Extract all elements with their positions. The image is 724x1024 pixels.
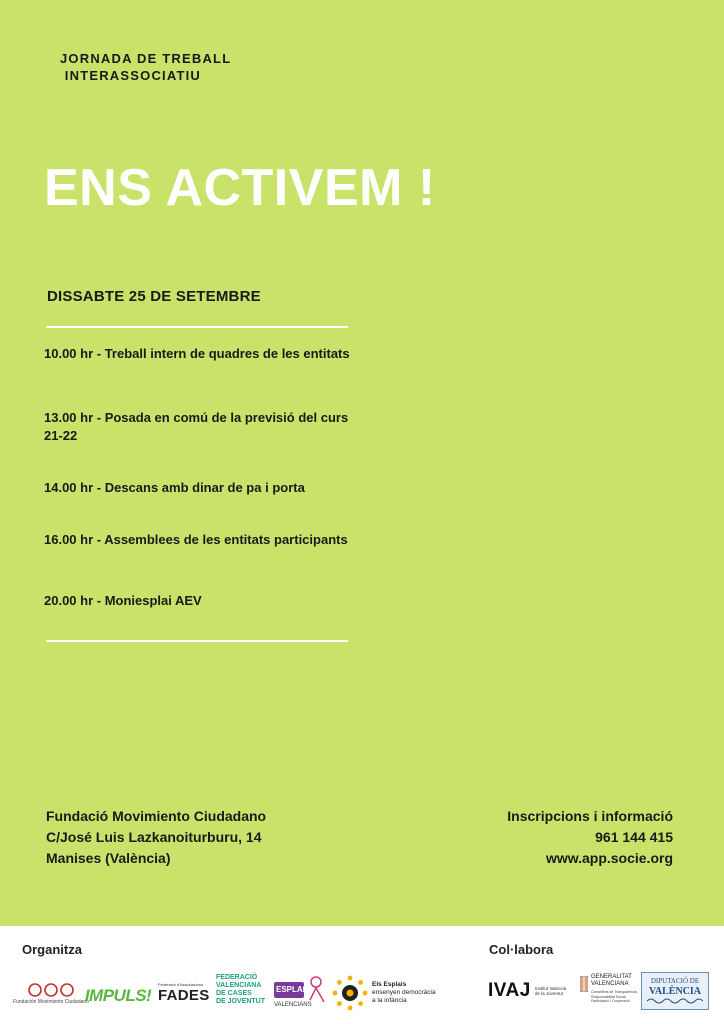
divider-bottom — [46, 640, 348, 642]
kicker-line-2: INTERASSOCIATIU — [60, 68, 202, 83]
generalitat-sub-line: Conselleria de Transparència, — [591, 990, 638, 994]
impuls-logo-text: IMPULS! — [84, 986, 152, 1005]
event-kicker — [60, 50, 231, 84]
diputacio-logo — [641, 972, 709, 1010]
schedule-item: 14.00 hr - Descans amb dinar de pa i porta — [44, 480, 305, 495]
registration-label: Inscripcions i informació — [507, 808, 673, 824]
diputacio-waves-icon — [647, 997, 703, 1005]
ivaj-sub-line: Institut Valencià — [534, 986, 567, 991]
website-link[interactable]: www.app.socie.org — [545, 850, 673, 866]
organizer-street: C/José Luis Lazkanoiturburu, 14 — [46, 829, 262, 845]
ivaj-logo-text: IVAJ — [488, 980, 531, 1001]
diputacio-line: VALÈNCIA — [648, 986, 702, 997]
generalitat-sub-line: Responsabilitat Social, — [591, 994, 627, 999]
organizer-address — [46, 806, 266, 869]
fvccj-line: DE CASES — [216, 990, 252, 997]
esplais-logo-sub: VALENCIANS — [274, 1002, 312, 1008]
stars-circle-icon — [332, 975, 368, 1011]
phone-number: 961 144 415 — [595, 829, 673, 845]
impuls-logo — [86, 984, 150, 1008]
schedule-item: 13.00 hr - Posada en comú de la previsió del curs 21-22 — [44, 410, 349, 443]
democracia-logo — [332, 972, 450, 1014]
ivaj-logo — [488, 976, 576, 1006]
collabora-label: Col·labora — [489, 942, 554, 957]
fades-logo — [158, 976, 214, 1010]
generalitat-sub-line: Participació i Cooperació — [591, 999, 630, 1003]
fvccj-line: DE JOVENTUT — [216, 998, 266, 1005]
generalitat-shield-icon — [580, 976, 588, 992]
sponsors-footer — [0, 926, 724, 1024]
event-date: DISSABTE 25 DE SETEMBRE — [47, 288, 261, 305]
fmc-logo-text: Fundación Movimiento Ciudadano — [13, 999, 89, 1005]
diputacio-line: DIPUTACIÓ DE — [650, 977, 700, 985]
generalitat-line: VALENCIANA — [591, 981, 629, 987]
event-title: ENS ACTIVEM ! — [44, 159, 436, 217]
kicker-line-1: JORNADA DE TREBALL — [60, 51, 232, 66]
organitza-label: Organitza — [22, 942, 82, 957]
generalitat-logo — [580, 974, 638, 1012]
esplais-logo-text: ESPLAIS — [276, 985, 311, 994]
fvccj-line: FEDERACIÓ — [216, 974, 258, 981]
democracia-line: ensenyen democràcia — [372, 989, 436, 996]
ivaj-sub-line: de la Joventut — [534, 991, 563, 996]
fmc-logo — [13, 976, 89, 1010]
registration-info — [507, 806, 673, 869]
esplais-logo — [272, 972, 328, 1014]
divider-top — [46, 326, 348, 328]
generalitat-line: GENERALITAT — [591, 974, 632, 980]
schedule-item: 10.00 hr - Treball intern de quadres de les entitats — [44, 346, 350, 361]
fmc-rings-icon — [26, 981, 76, 999]
schedule-item: 16.00 hr - Assemblees de les entitats participants — [44, 532, 348, 547]
fvccj-line: VALENCIANA — [216, 982, 262, 989]
democracia-line: Els Esplais — [372, 981, 407, 988]
organizer-name: Fundació Movimiento Ciudadano — [46, 808, 267, 824]
fvccj-logo — [216, 974, 270, 1014]
schedule-item: 20.00 hr - Moniesplai AEV — [44, 593, 202, 608]
democracia-line: a la infància — [372, 997, 407, 1004]
fades-logo-text: FADES — [158, 987, 210, 1004]
organizer-city: Manises (València) — [46, 850, 171, 866]
fades-logo-small: Federació d'Associacions — [158, 982, 204, 987]
